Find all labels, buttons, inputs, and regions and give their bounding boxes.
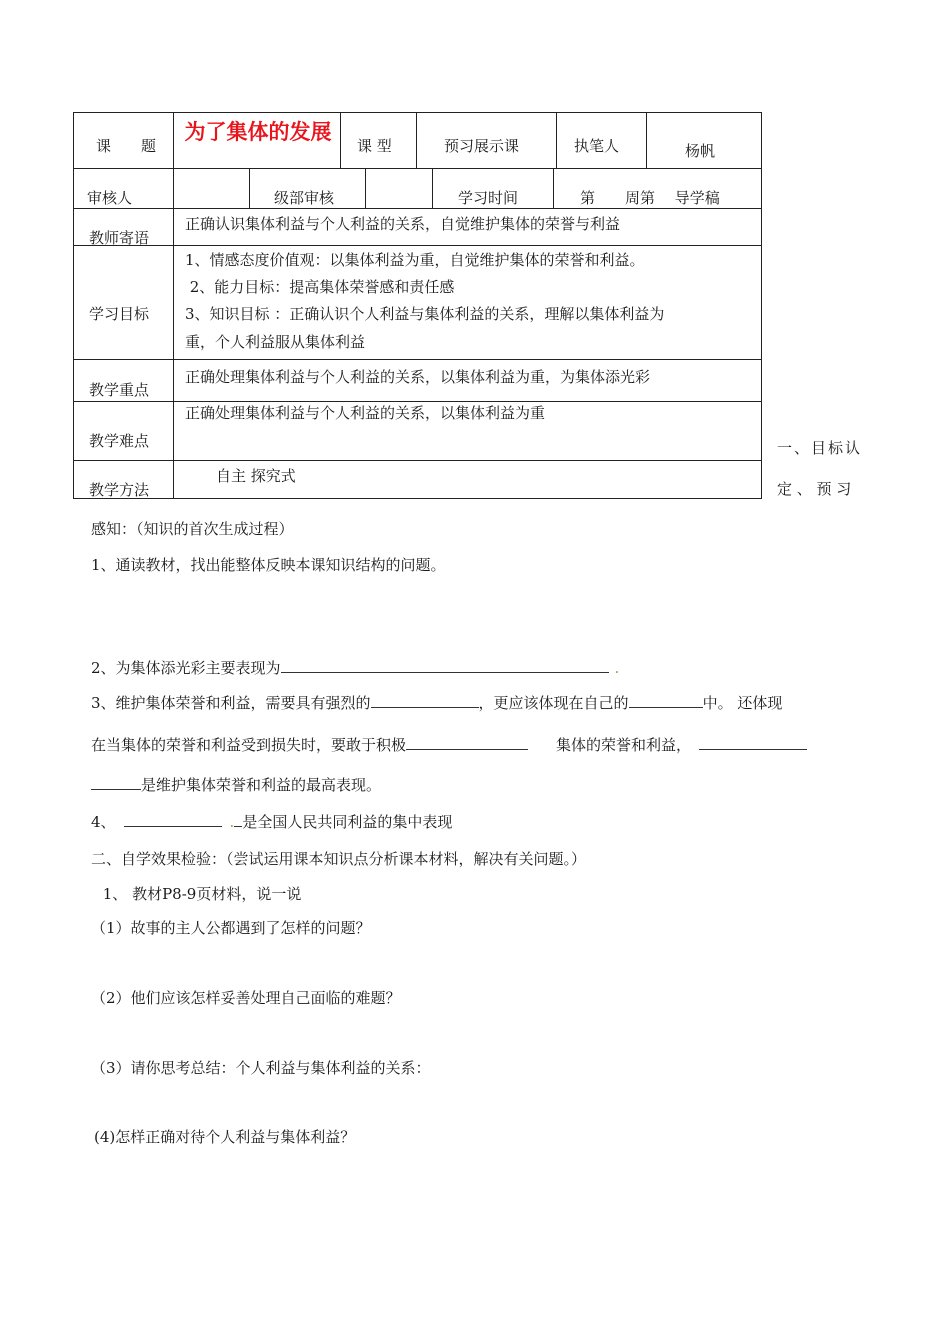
table-rule [553,168,554,209]
section-heading-part: 定 、 预 习 [777,480,852,498]
label-difficulties: 教学难点 [89,432,150,450]
label-lesson-type: 课 型 [357,137,392,155]
label-learning-goals: 学习目标 [89,305,150,323]
table-rule [73,208,762,209]
goal-line: 3、知识目标 ：正确认识个人利益与集体利益的关系，理解以集体利益为 [185,305,665,323]
table-rule [73,112,762,113]
question-3-text: 中。 还体现 [702,694,783,712]
answer-blank[interactable] [124,812,222,827]
question-1: 1、通读教材，找出能整体反映本课知识结构的问题。 [91,556,446,574]
sub-question-1-2: （2）他们应该怎样妥善处理自己面临的难题？ [91,989,401,1007]
section-heading-part: 一、目标认 [777,439,863,457]
question-3-text: 3、维护集体荣誉和利益，需要具有强烈的 [91,694,371,712]
sub-question-1: 1、 教材P8-9页材料，说一说 [98,885,302,903]
goal-line: 2、能力目标：提高集体荣誉感和责任感 [185,278,455,296]
question-4-text: 4、 [91,813,116,831]
sub-question-1-1: （1）故事的主人公都遇到了怎样的问题？ [91,919,371,937]
sub-question-1-3: （3）请你思考总结：个人利益与集体利益的关系： [91,1059,431,1077]
author-name: 杨帆 [685,142,716,160]
answer-blank[interactable] [371,693,479,708]
answer-blank[interactable] [281,658,609,673]
sub-question-1-4: (4)怎样正确对待个人利益与集体利益？ [94,1128,356,1146]
teacher-message: 正确认识集体利益与个人利益的关系，自觉维护集体的荣誉与利益 [185,215,621,233]
label-topic: 课 题 [96,137,157,155]
lesson-title: 为了集体的发展 [184,120,332,144]
lesson-type: 预习展示课 [444,137,520,155]
table-rule [73,245,762,246]
label-teaching-method: 教学方法 [89,481,150,499]
label-key-points: 教学重点 [89,381,150,399]
question-2-text: 2、为集体添光彩主要表现为 [91,659,281,677]
table-rule [73,112,74,499]
table-rule [556,112,557,169]
table-rule [432,168,433,209]
answer-blank[interactable] [699,735,807,750]
question-3-text: 集体的荣誉和利益， [556,736,692,754]
question-2: 2、为集体添光彩主要表现为 . [91,659,620,677]
section-2-heading: 二、自学效果检验：（尝试运用课本知识点分析课本材料，解决有关问题。） [91,850,587,868]
goal-line: 1、情感态度价值观：以集体利益为重，自觉维护集体的荣誉和利益。 [185,251,645,269]
table-rule [646,112,647,169]
question-3-text: 是维护集体荣誉和利益的最高表现。 [141,776,382,794]
table-rule [73,359,762,360]
table-rule [365,168,366,209]
question-4-text: 是全国人民共同利益的集中表现 [242,813,453,831]
teaching-method: 自主 探究式 [216,467,296,485]
label-dept-review: 级部审核 [274,189,335,207]
key-points: 正确处理集体利益与个人利益的关系，以集体利益为重，为集体添光彩 [185,368,651,386]
difficulties: 正确处理集体利益与个人利益的关系，以集体利益为重 [185,404,546,422]
question-3-line3 [91,774,381,795]
table-rule [249,168,250,209]
table-rule [73,498,762,499]
question-3-text: 在当集体的荣誉和利益受到损失时，要敢于积极 [91,736,407,754]
question-3-line2 [91,734,807,755]
answer-blank[interactable] [629,693,703,708]
table-rule [340,112,341,169]
question-4: 4、 . 是全国人民共同利益的集中表现 [91,813,453,831]
answer-blank[interactable] [406,735,528,750]
label-author: 执笔人 [574,137,620,155]
label-teacher-message: 教师寄语 [89,229,150,247]
table-rule [73,168,762,169]
preview-intro: 感知：（知识的首次生成过程） [91,520,294,538]
goal-line: 重，个人利益服从集体利益 [185,333,366,351]
answer-blank[interactable] [91,775,141,790]
question-3-text: ，更应该体现在自己的 [478,694,629,712]
label-study-time: 学习时间 [458,189,519,207]
table-rule [761,112,762,499]
week-field: 第 周第 导学稿 [580,189,720,207]
table-rule [73,460,762,461]
table-rule [173,112,174,499]
label-reviewer: 审核人 [87,189,133,207]
question-3-line1 [91,692,782,713]
table-rule [416,112,417,169]
